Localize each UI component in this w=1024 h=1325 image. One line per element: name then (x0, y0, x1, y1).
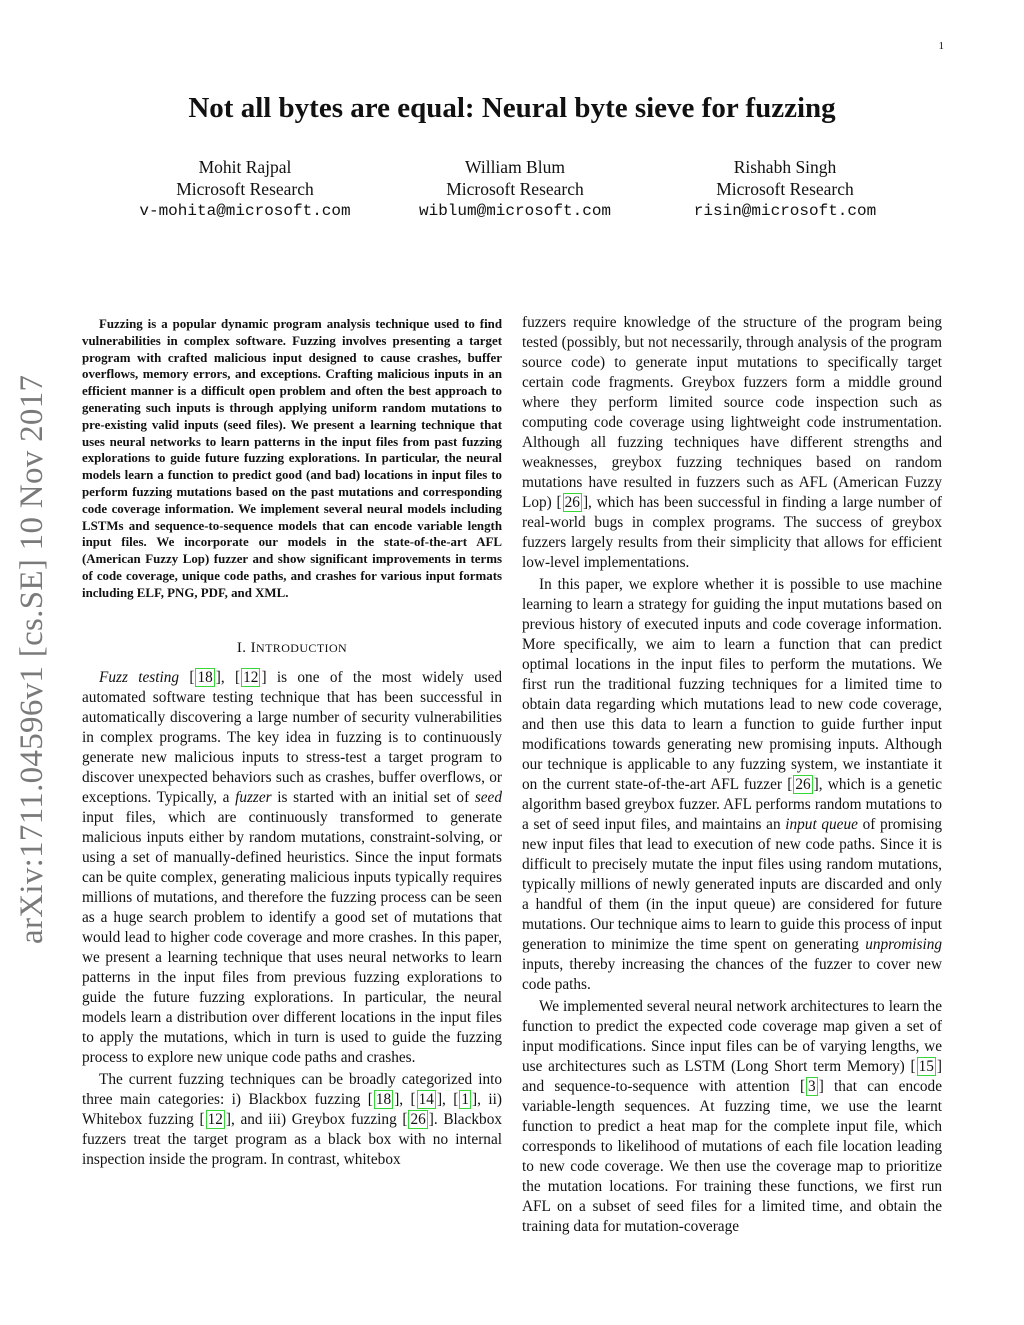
citation-link[interactable]: 26 (410, 1110, 426, 1128)
arxiv-stamp: arXiv:1711.04596v1 [cs.SE] 10 Nov 2017 (14, 374, 50, 944)
emphasis: unpromising (865, 936, 942, 953)
text-run: inputs, thereby increasing the chances of the fuzzer to cover new code paths. (522, 956, 942, 993)
text-run: of promising new input files that lead to execution of new code paths. Since it is difficult to precisely mutate the input files using random mutations, typically millions of newly generated inputs are discarded and only a handful of them (in the input queue) are considered for future mutations. Our technique aims to learn to guide this process of input generation to minimize the time spent on generating (522, 816, 943, 953)
abstract: Fuzzing is a popular dynamic program analysis technique used to find vulnerabilities in complex software. Fuzzing involves presenting a target program with crafted malicious input designed to cause crashes, buffer overflows, memory errors, and exceptions. Crafting malicious inputs in an efficient manner is a difficult open problem and often the best approach to generating such inputs is through applying uniform random mutations to pre-existing valid inputs (seed files). We present a learning technique that uses neural networks to learn patterns in the input files from past fuzzing explorations to guide future fuzzing explorations. In particular, the neural models learn a function to predict good (and bad) locations in input files to perform fuzzing mutations based on the past mutations and corresponding code coverage information. We implement several neural models including LSTMs and sequence-to-sequence models that can encode variable length input files. We incorporate our models in the state-of-the-art AFL (American Fuzzy Lop) fuzzer and show significant improvements in terms of code coverage, unique code paths, and crashes for various input formats including ELF, PNG, PDF, and XML. (82, 317, 502, 600)
text-run: The current fuzzing techniques can be broadly categorized into three main categories: i) Blackbox fuzzing (82, 1070, 502, 1108)
citation-link[interactable]: 15 (918, 1058, 934, 1075)
citation-link[interactable]: 12 (243, 668, 259, 686)
author-name: Mohit Rajpal (198, 157, 292, 177)
emphasis: seed (474, 788, 502, 806)
left-column (82, 316, 502, 1172)
section-title-rest: NTRODUCTION (256, 640, 348, 655)
emphasis: Fuzz testing (99, 668, 180, 686)
intro-paragraph-4: We implemented several neural network architectures to learn the function to predict the expected code coverage map given a set of input modifications. Since input files can be of varying lengths, we use architectures such as LSTM (Long Short term Memory) [ 15 ] and sequence-to-sequence with attention [ 3 ] that can encode variable-length sequences. At fuzzing time, we use the learnt function to predict a heat map for the complete input file, which corresponds to likelihood of mutations of each file location leading to new code coverage. We then use the coverage map to prioritize the mutation locations. For training these functions, we first run AFL on a subset of seed files for a limited time, and obtain the training data for mutation-coverage (522, 998, 942, 1235)
right-column (522, 313, 942, 1239)
text-run: . Blackbox fuzzers treat the target program as a black box with no internal inspection inside the program. In contrast, whitebox (82, 1110, 502, 1168)
author-affiliation: Microsoft Research (446, 179, 584, 199)
text-run: that can encode variable-length sequences. At fuzzing time, we use the learnt function to predict a heat map for the complete input file, which corresponds to likelihood of mutations of each file location leading to new code coverage. We then use the coverage map to prioritize the mutation locations. For training these functions, we first run AFL on a subset of seed files for a limited time, and obtain the training data for mutation-coverage (522, 1078, 942, 1235)
emphasis: fuzzer (235, 788, 272, 806)
text-run: is started with an initial set of (271, 788, 475, 806)
intro-paragraph-2-continued: fuzzers require knowledge of the structure of the program being tested (possibly, but not necessarily, through analysis of the program source code) to generate input mutations to specifically target certain code fragments. Greybox fuzzers form a middle ground where they perform limited source code inspection such as computing code coverage using lightweight code instrumentation. Although all fuzzing techniques have different strengths and weaknesses, greybox fuzzing techniques based on random mutations have resulted in fuzzers such as AFL (American Fuzzy Lop) [ 26 ], which has been successful in finding a large number of real-world bugs in complex programs. The success of greybox fuzzers largely results from their simplicity that allows for efficient low-level implementations. (522, 314, 942, 571)
text-run: fuzzers require knowledge of the structure of the program being tested (possibly, but not necessarily, through analysis of the program source code) to generate input mutations to specifically target certain code fragments. Greybox fuzzers form a middle ground where they perform limited source code inspection such as computing code coverage using lightweight code instrumentation. Although all fuzzing techniques have different strengths and weaknesses, greybox fuzzing techniques based on random mutations have resulted in fuzzers such as AFL (American Fuzzy Lop) (522, 314, 942, 511)
citation-link[interactable]: 18 (197, 668, 213, 686)
intro-paragraph-1: Fuzz testing [ 18 ], [ 12 ] is one of the most widely used automated software testing technique that has been successful in automatically discovering a large number of security vulnerabilities in complex programs. The key idea in fuzzing is to continuously generate new malicious inputs to stress-test a target program to discover unexpected behaviors such as crashes, buffer overflows, or exceptions. Typically, a fuzzer is started with an initial set of seed input files, which are continuously transformed to generate malicious inputs either by random mutations, constraint-solving, or using a set of manually-defined heuristics. Since the input formats can be quite complex, generating malicious inputs typically requires millions of mutations, and therefore the fuzzing process can be seen as a huge search problem to identify a good set of mutations that would lead to higher code coverage and more crashes. In this paper, we present a learning technique that uses neural networks to learn patterns in the input files from previous fuzzing explorations to guide the future fuzzing explorations. In particular, the neural models learn a distribution over different locations in the input files to apply the mutations, which in turn is used to guide the fuzzing process to explore new unique code paths and crashes. (82, 668, 503, 1066)
citation-link[interactable]: 26 (795, 776, 811, 793)
author-affiliation: Microsoft Research (176, 179, 314, 199)
page-number: 1 (938, 40, 944, 52)
author-3 (650, 156, 920, 222)
citation-link[interactable]: 3 (808, 1078, 816, 1095)
author-1 (110, 156, 380, 222)
paper-title: Not all bytes are equal: Neural byte sieve for fuzzing (188, 92, 836, 124)
section-number: I. (236, 639, 247, 656)
text-run: We implemented several neural network architectures to learn the function to predict the expected code coverage map given a set of input modifications. Since input files can be of varying lengths, we use architectures such as LSTM (Long Short term Memory) (522, 998, 942, 1075)
citation-link[interactable]: 12 (207, 1110, 223, 1128)
author-email[interactable]: wiblum@microsoft.com (418, 202, 612, 220)
intro-paragraph-3: In this paper, we explore whether it is possible to use machine learning to learn a strategy for guiding the input mutations based on previous history of executed inputs and code coverage information. More specifically, we aim to learn a function that can predict optimal locations in the input files to perform the mutations. We first run the traditional fuzzing techniques for a limited time to obtain data regarding which mutations lead to new code coverage, and then use this data to learn a function to guide further input modifications towards generating new promising inputs. Although our technique is applicable to any fuzzing system, we instantiate it on the current state-of-the-art AFL fuzzer [ 26 ], which is a genetic algorithm based greybox fuzzer. AFL performs random mutations to a set of seed input files, and maintains an input queue of promising new input files that lead to execution of new code paths. Since it is difficult to precisely mutate the input files using random mutations, typically millions of newly generated inputs are discarded and only a handful of them (in the input queue) are considered for future mutations. Our technique aims to learn to guide this process of input generation to minimize the time spent on generating unpromising inputs, thereby increasing the chances of the fuzzer to cover new code paths. (522, 576, 943, 993)
citation-link[interactable]: 18 (375, 1090, 392, 1108)
text-run: , (220, 668, 236, 686)
emphasis: input queue (785, 816, 858, 833)
author-block (110, 156, 920, 222)
author-2 (380, 156, 650, 222)
citation-link[interactable]: 1 (461, 1090, 470, 1108)
text-run: is one of the most widely used automated software testing technique that has been successful in automatically discovering a large number of security vulnerabilities in complex programs. The key idea in fuzzing is to continuously generate new malicious inputs to stress-test a target program to discover unexpected behaviors such as crashes, buffer overflows, or exceptions. Typically, a (82, 668, 503, 806)
text-run: input files, which are continuously transformed to generate malicious inputs either by random mutations, constraint-solving, or using a set of manually-defined heuristics. Since the input formats can be quite complex, generating malicious inputs typically requires millions of mutations, and therefore the fuzzing process can be seen as a huge search problem to identify a good set of mutations that would lead to higher code coverage and more crashes. In this paper, we present a learning technique that uses neural networks to learn patterns in the input files from previous fuzzing explorations to guide the future fuzzing explorations. In particular, the neural models learn a distribution over different locations in the input files to apply the mutations, which in turn is used to guide the fuzzing process to explore new unique code paths and crashes. (82, 808, 502, 1066)
text-run: and sequence-to-sequence with attention (522, 1078, 800, 1095)
author-affiliation: Microsoft Research (716, 179, 854, 199)
citation-link[interactable]: 26 (564, 494, 580, 511)
author-name: Rishabh Singh (733, 157, 837, 177)
text-run: , which is a genetic algorithm based greybox fuzzer. AFL performs random mutations to a set of seed input files, and maintains an (522, 776, 942, 833)
author-email[interactable]: v-mohita@microsoft.com (139, 202, 351, 220)
text-run: , and iii) Greybox fuzzing (231, 1110, 403, 1128)
section-title-initial: I (250, 639, 257, 656)
author-name: William Blum (465, 157, 565, 177)
text-run: In this paper, we explore whether it is possible to use machine learning to learn a strategy for guiding the input mutations based on previous history of executed inputs and code coverage information. More specifically, we aim to learn a function that can predict optimal locations in the input files to perform the mutations. We first run the traditional fuzzing techniques for a limited time to obtain data regarding which mutations lead to new code coverage, and then use this data to learn a function to guide further input modifications towards generating new promising inputs. Although our technique is applicable to any fuzzing system, we instantiate it on the current state-of-the-art AFL fuzzer (522, 576, 942, 793)
citation-link[interactable]: 14 (418, 1090, 434, 1108)
intro-paragraph-2: The current fuzzing techniques can be broadly categorized into three main categories: i) Blackbox fuzzing [ 18 ], [ 14 ], [ 1 ], ii) Whitebox fuzzing [ 12 ], and iii) Greybox fuzzing [ 26 ]. Blackbox fuzzers treat the target program as a black box with no internal inspection inside the program. In contrast, whitebox (82, 1070, 502, 1168)
text-run: , which has been successful in finding a large number of real-world bugs in complex programs. The success of greybox fuzzers largely results from their simplicity that allows for efficient low-level implementations. (522, 494, 942, 571)
section-heading-introduction (82, 638, 502, 658)
text-run: , ii) Whitebox fuzzing (82, 1090, 502, 1128)
author-email[interactable]: risin@microsoft.com (693, 202, 877, 220)
